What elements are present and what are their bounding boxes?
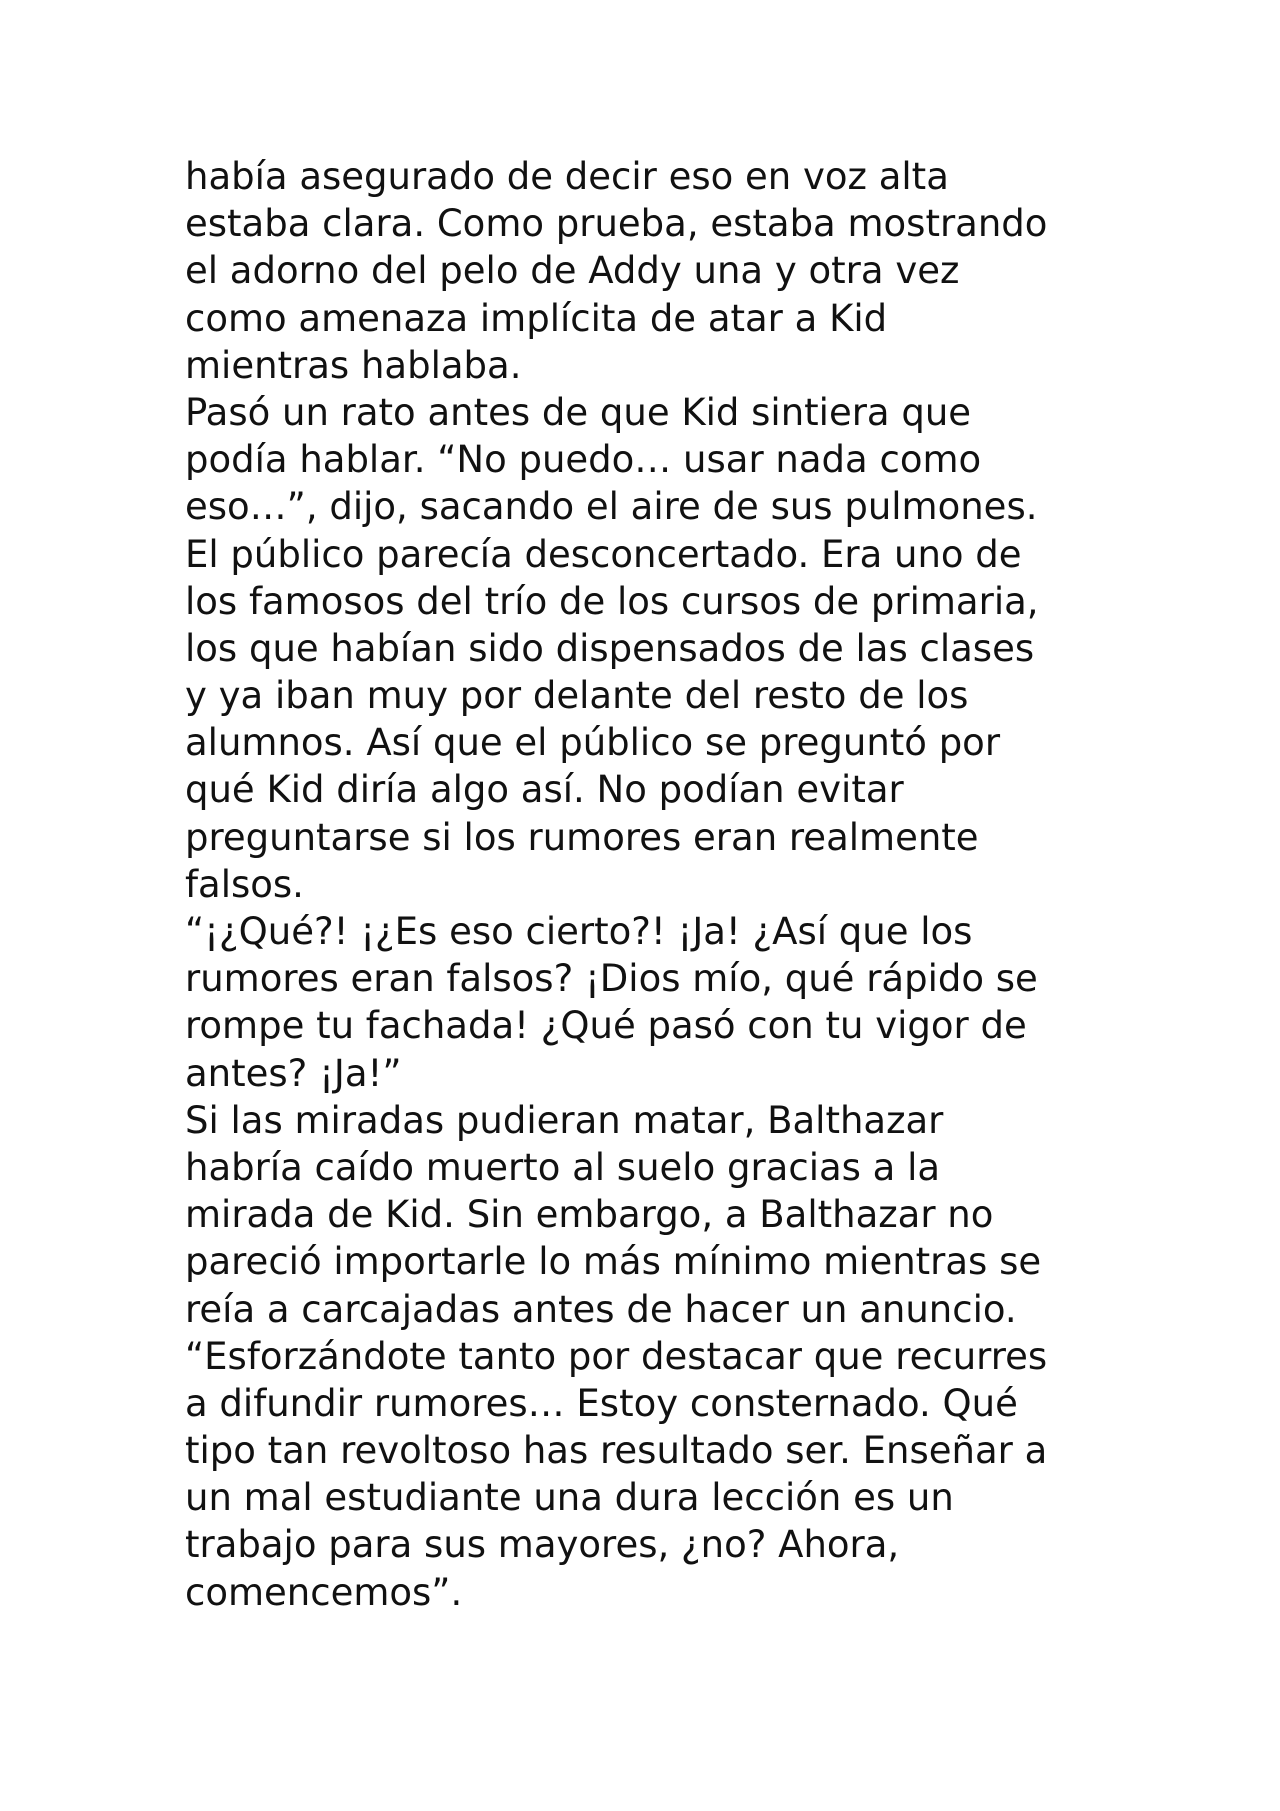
text-line: rompe tu fachada! ¿Qué pasó con tu vigor de — [185, 1004, 1027, 1048]
text-line: los famosos del trío de los cursos de primaria, — [185, 579, 1039, 623]
text-line: “Esforzándote tanto por destacar que recurres — [185, 1334, 1048, 1378]
text-line: podía hablar. “No puedo… usar nada como — [185, 438, 982, 482]
text-line: y ya iban muy por delante del resto de los — [185, 674, 969, 718]
text-line: El público parecía desconcertado. Era uno de — [185, 532, 1022, 576]
text-line: rumores eran falsos? ¡Dios mío, qué rápido se — [185, 957, 1038, 1001]
text-line: preguntarse si los rumores eran realmente — [185, 815, 979, 859]
text-line: trabajo para sus mayores, ¿no? Ahora, — [185, 1523, 900, 1567]
text-line: habría caído muerto al suelo gracias a la — [185, 1145, 941, 1189]
text-line: alumnos. Así que el público se preguntó por — [185, 721, 1001, 765]
text-line: había asegurado de decir eso en voz alta — [185, 155, 949, 198]
text-line: estaba clara. Como prueba, estaba mostrando — [185, 202, 1048, 246]
document-page — [185, 153, 1145, 1616]
text-line: eso…”, dijo, sacando el aire de sus pulmones. — [185, 485, 1038, 529]
text-line: falsos. — [185, 862, 304, 906]
text-line: mirada de Kid. Sin embargo, a Balthazar no — [185, 1193, 994, 1237]
text-line: tipo tan revoltoso has resultado ser. Enseñar a — [185, 1429, 1048, 1473]
text-line: comencemos”. — [185, 1570, 463, 1614]
text-line: como amenaza implícita de atar a Kid — [185, 296, 888, 340]
text-line: antes? ¡Ja!” — [185, 1051, 402, 1095]
text-line: el adorno del pelo de Addy una y otra vez — [185, 249, 960, 293]
text-line: a difundir rumores… Estoy consternado. Qué — [185, 1381, 1018, 1425]
text-line: “¡¿Qué?! ¡¿Es eso cierto?! ¡Ja! ¿Así que los — [185, 910, 973, 953]
text-line: pareció importarle lo más mínimo mientras se — [185, 1240, 1042, 1284]
text-line: reía a carcajadas antes de hacer un anuncio. — [185, 1287, 1017, 1331]
text-line: los que habían sido dispensados de las clases — [185, 626, 1035, 670]
text-line: qué Kid diría algo así. No podían evitar — [185, 768, 904, 812]
text-line: mientras hablaba. — [185, 343, 522, 387]
text-line: Pasó un rato antes de que Kid sintiera que — [185, 390, 972, 434]
text-line: un mal estudiante una dura lección es un — [185, 1476, 954, 1520]
text-line: Si las miradas pudieran matar, Balthazar — [185, 1098, 944, 1142]
